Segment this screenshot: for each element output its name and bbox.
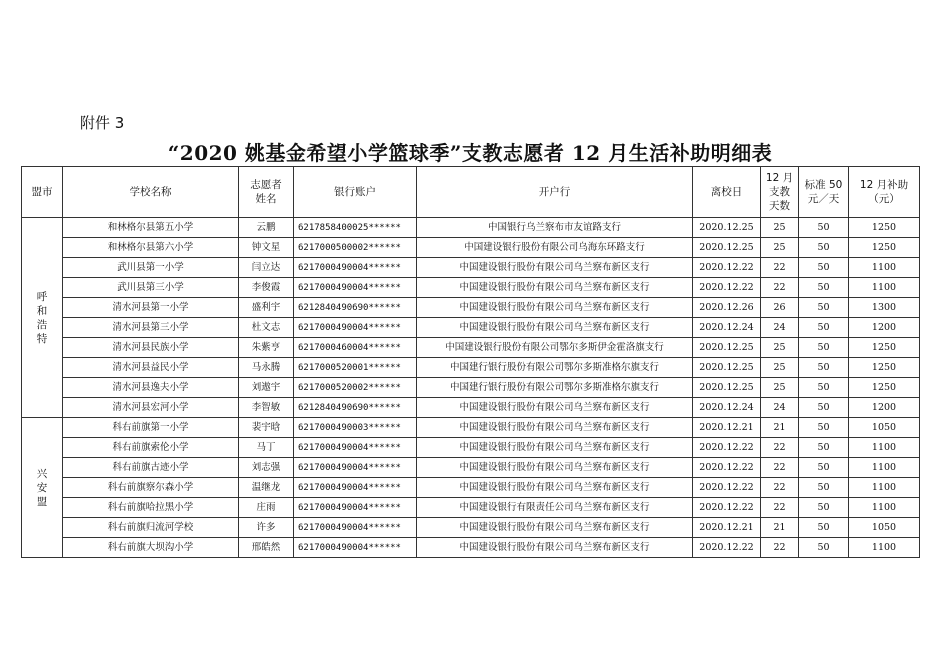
league-label: 呼和浩特 (36, 290, 48, 345)
leave-date-cell: 2020.12.22 (693, 458, 761, 478)
table-row (22, 318, 920, 338)
subsidy-cell: 1100 (849, 278, 920, 298)
table-row (22, 278, 920, 298)
account-cell: 6217000490004****** (294, 478, 417, 498)
school-cell: 清水河县第三小学 (63, 318, 239, 338)
table-row (22, 258, 920, 278)
table-row (22, 238, 920, 258)
subsidy-cell: 1250 (849, 238, 920, 258)
subsidy-cell: 1200 (849, 318, 920, 338)
bank-cell: 中国建设银行股份有限公司乌兰察布新区支行 (417, 298, 693, 318)
bank-cell: 中国建设银行股份有限公司乌兰察布新区支行 (417, 398, 693, 418)
bank-cell: 中国建行银行股份有限公司鄂尔多斯准格尔旗支行 (417, 358, 693, 378)
header-league: 盟市 (22, 167, 63, 218)
header-days: 12 月支教天数 (761, 167, 799, 218)
school-cell: 科右前旗索伦小学 (63, 438, 239, 458)
leave-date-cell: 2020.12.22 (693, 278, 761, 298)
subsidy-cell: 1250 (849, 358, 920, 378)
bank-cell: 中国建行银行股份有限公司鄂尔多斯准格尔旗支行 (417, 378, 693, 398)
school-cell: 科右前旗察尔森小学 (63, 478, 239, 498)
header-school: 学校名称 (63, 167, 239, 218)
table-row (22, 478, 920, 498)
bank-cell: 中国建设银行股份有限公司乌兰察布新区支行 (417, 418, 693, 438)
leave-date-cell: 2020.12.22 (693, 478, 761, 498)
school-cell: 科右前旗哈拉黑小学 (63, 498, 239, 518)
leave-date-cell: 2020.12.25 (693, 238, 761, 258)
leave-date-cell: 2020.12.25 (693, 218, 761, 238)
table-row (22, 438, 920, 458)
account-cell: 6217000500002****** (294, 238, 417, 258)
volunteer-cell: 闫立达 (239, 258, 294, 278)
header-account: 银行账户 (294, 167, 417, 218)
standard-cell: 50 (799, 338, 849, 358)
volunteer-cell: 庄雨 (239, 498, 294, 518)
volunteer-cell: 马永腾 (239, 358, 294, 378)
standard-cell: 50 (799, 418, 849, 438)
leave-date-cell: 2020.12.25 (693, 378, 761, 398)
league-label: 兴安盟 (36, 467, 48, 508)
leave-date-cell: 2020.12.24 (693, 398, 761, 418)
standard-cell: 50 (799, 378, 849, 398)
volunteer-cell: 李俊霞 (239, 278, 294, 298)
account-cell: 6217000490004****** (294, 278, 417, 298)
leave-date-cell: 2020.12.21 (693, 518, 761, 538)
subsidy-cell: 1200 (849, 398, 920, 418)
days-cell: 22 (761, 478, 799, 498)
standard-cell: 50 (799, 478, 849, 498)
standard-cell: 50 (799, 538, 849, 558)
subsidy-cell: 1100 (849, 498, 920, 518)
school-cell: 和林格尔县第五小学 (63, 218, 239, 238)
school-cell: 清水河县逸夫小学 (63, 378, 239, 398)
subsidy-cell: 1100 (849, 478, 920, 498)
table-row (22, 458, 920, 478)
days-cell: 22 (761, 258, 799, 278)
days-cell: 25 (761, 358, 799, 378)
school-cell: 武川县第一小学 (63, 258, 239, 278)
table-row (22, 518, 920, 538)
bank-cell: 中国建设银行股份有限公司乌兰察布新区支行 (417, 258, 693, 278)
leave-date-cell: 2020.12.24 (693, 318, 761, 338)
school-cell: 科右前旗大坝沟小学 (63, 538, 239, 558)
days-cell: 22 (761, 278, 799, 298)
leave-date-cell: 2020.12.22 (693, 258, 761, 278)
bank-cell: 中国建设银行股份有限公司乌兰察布新区支行 (417, 318, 693, 338)
standard-cell: 50 (799, 238, 849, 258)
account-cell: 6217000520002****** (294, 378, 417, 398)
header-standard: 标准 50 元／天 (799, 167, 849, 218)
subsidy-cell: 1100 (849, 538, 920, 558)
standard-cell: 50 (799, 458, 849, 478)
standard-cell: 50 (799, 258, 849, 278)
volunteer-cell: 马丁 (239, 438, 294, 458)
subsidy-cell: 1100 (849, 258, 920, 278)
subsidy-cell: 1250 (849, 338, 920, 358)
account-cell: 6212840490690****** (294, 398, 417, 418)
standard-cell: 50 (799, 498, 849, 518)
school-cell: 清水河县宏河小学 (63, 398, 239, 418)
standard-cell: 50 (799, 398, 849, 418)
account-cell: 6217000460004****** (294, 338, 417, 358)
table-body (22, 218, 920, 558)
bank-cell: 中国建设银行股份有限公司乌兰察布新区支行 (417, 278, 693, 298)
leave-date-cell: 2020.12.22 (693, 538, 761, 558)
standard-cell: 50 (799, 358, 849, 378)
volunteer-cell: 刘遨宇 (239, 378, 294, 398)
header-leave-date: 离校日 (693, 167, 761, 218)
leave-date-cell: 2020.12.21 (693, 418, 761, 438)
school-cell: 科右前旗第一小学 (63, 418, 239, 438)
volunteer-cell: 杜文志 (239, 318, 294, 338)
school-cell: 清水河县民族小学 (63, 338, 239, 358)
subsidy-cell: 1300 (849, 298, 920, 318)
days-cell: 22 (761, 438, 799, 458)
subsidy-table (21, 166, 920, 558)
subsidy-cell: 1100 (849, 458, 920, 478)
volunteer-cell: 朱紫亨 (239, 338, 294, 358)
table-row (22, 378, 920, 398)
leave-date-cell: 2020.12.25 (693, 338, 761, 358)
bank-cell: 中国建设银行股份有限公司乌兰察布新区支行 (417, 438, 693, 458)
days-cell: 26 (761, 298, 799, 318)
school-cell: 武川县第三小学 (63, 278, 239, 298)
days-cell: 25 (761, 238, 799, 258)
subsidy-cell: 1100 (849, 438, 920, 458)
table-row (22, 358, 920, 378)
bank-cell: 中国建设银行股份有限公司乌海东环路支行 (417, 238, 693, 258)
table-row (22, 338, 920, 358)
days-cell: 24 (761, 398, 799, 418)
account-cell: 6217000490004****** (294, 318, 417, 338)
leave-date-cell: 2020.12.25 (693, 358, 761, 378)
school-cell: 和林格尔县第六小学 (63, 238, 239, 258)
days-cell: 22 (761, 538, 799, 558)
table-row (22, 538, 920, 558)
school-cell: 清水河县益民小学 (63, 358, 239, 378)
account-cell: 6217000520001****** (294, 358, 417, 378)
standard-cell: 50 (799, 298, 849, 318)
subsidy-cell: 1250 (849, 218, 920, 238)
subsidy-cell: 1050 (849, 418, 920, 438)
subsidy-cell: 1050 (849, 518, 920, 538)
bank-cell: 中国银行乌兰察布市友谊路支行 (417, 218, 693, 238)
volunteer-cell: 盛利宇 (239, 298, 294, 318)
table-row (22, 298, 920, 318)
days-cell: 21 (761, 418, 799, 438)
days-cell: 22 (761, 498, 799, 518)
account-cell: 6217000490004****** (294, 538, 417, 558)
document-title: “2020 姚基金希望小学篮球季”支教志愿者 12 月生活补助明细表 (167, 141, 773, 165)
leave-date-cell: 2020.12.22 (693, 498, 761, 518)
table-row (22, 218, 920, 238)
volunteer-cell: 温继龙 (239, 478, 294, 498)
bank-cell: 中国建设银行股份有限公司乌兰察布新区支行 (417, 518, 693, 538)
standard-cell: 50 (799, 218, 849, 238)
school-cell: 清水河县第一小学 (63, 298, 239, 318)
account-cell: 6212840490690****** (294, 298, 417, 318)
leave-date-cell: 2020.12.22 (693, 438, 761, 458)
league-cell (22, 418, 63, 558)
table-header (22, 167, 920, 218)
days-cell: 25 (761, 218, 799, 238)
days-cell: 25 (761, 338, 799, 358)
bank-cell: 中国建设银行股份有限公司鄂尔多斯伊金霍洛旗支行 (417, 338, 693, 358)
school-cell: 科右前旗归流河学校 (63, 518, 239, 538)
table-row (22, 398, 920, 418)
bank-cell: 中国建设银行股份有限公司乌兰察布新区支行 (417, 538, 693, 558)
account-cell: 6217000490003****** (294, 418, 417, 438)
days-cell: 25 (761, 378, 799, 398)
standard-cell: 50 (799, 438, 849, 458)
table-row (22, 498, 920, 518)
attachment-label: 附件 3 (80, 114, 125, 132)
standard-cell: 50 (799, 518, 849, 538)
account-cell: 6217858400025****** (294, 218, 417, 238)
volunteer-cell: 裴宇晗 (239, 418, 294, 438)
subsidy-cell: 1250 (849, 378, 920, 398)
account-cell: 6217000490004****** (294, 438, 417, 458)
volunteer-cell: 李智敏 (239, 398, 294, 418)
bank-cell: 中国建设银行有限责任公司乌兰察布新区支行 (417, 498, 693, 518)
account-cell: 6217000490004****** (294, 498, 417, 518)
table-row (22, 418, 920, 438)
days-cell: 22 (761, 458, 799, 478)
account-cell: 6217000490004****** (294, 458, 417, 478)
header-volunteer: 志愿者姓名 (239, 167, 294, 218)
bank-cell: 中国建设银行股份有限公司乌兰察布新区支行 (417, 478, 693, 498)
days-cell: 21 (761, 518, 799, 538)
leave-date-cell: 2020.12.26 (693, 298, 761, 318)
account-cell: 6217000490004****** (294, 258, 417, 278)
volunteer-cell: 邢皓然 (239, 538, 294, 558)
volunteer-cell: 钟文星 (239, 238, 294, 258)
days-cell: 24 (761, 318, 799, 338)
account-cell: 6217000490004****** (294, 518, 417, 538)
league-cell (22, 218, 63, 418)
standard-cell: 50 (799, 278, 849, 298)
volunteer-cell: 刘志强 (239, 458, 294, 478)
school-cell: 科右前旗古迹小学 (63, 458, 239, 478)
header-subsidy: 12 月补助（元） (849, 167, 920, 218)
volunteer-cell: 许多 (239, 518, 294, 538)
header-bank: 开户行 (417, 167, 693, 218)
volunteer-cell: 云鹏 (239, 218, 294, 238)
standard-cell: 50 (799, 318, 849, 338)
bank-cell: 中国建设银行股份有限公司乌兰察布新区支行 (417, 458, 693, 478)
